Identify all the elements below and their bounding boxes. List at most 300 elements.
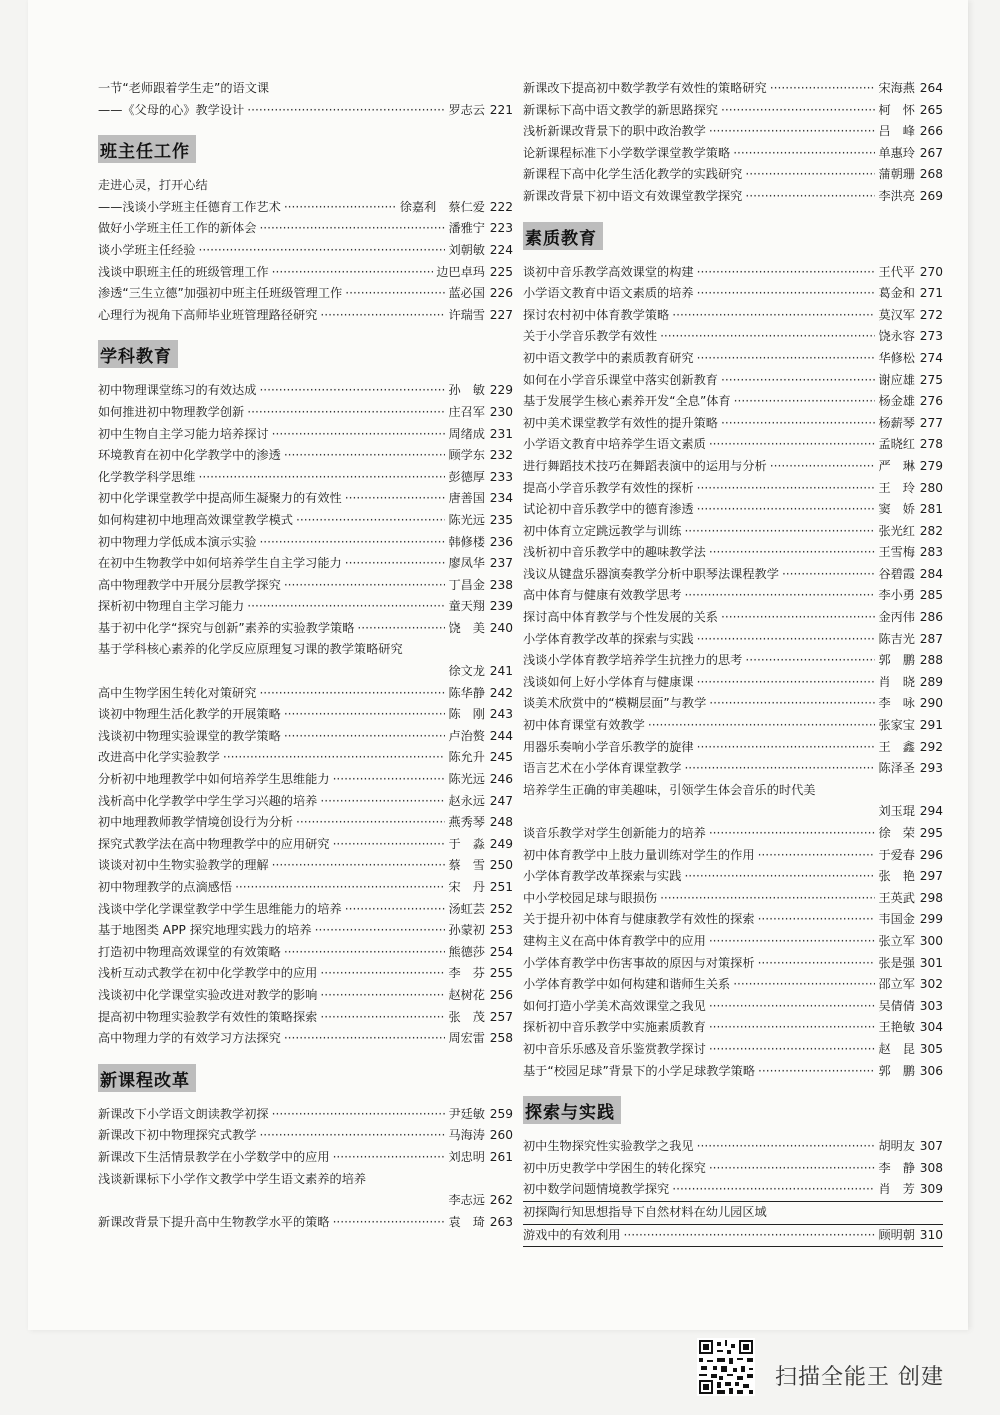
entry-page-number: 249: [489, 836, 513, 851]
entry-line: [523, 650, 943, 672]
dot-leader: [745, 186, 875, 208]
toc-entry: [98, 575, 513, 597]
entry-page-number: 293: [919, 761, 943, 776]
entry-title: 初中物理教学的点滴感悟: [98, 880, 233, 894]
entry-line: [98, 812, 513, 834]
entry-line: [523, 78, 943, 100]
entry-title: 新课改下提高初中数学教学有效性的策略研究: [523, 81, 767, 95]
entry-page-number: 248: [489, 815, 513, 830]
entry-line: [98, 445, 513, 467]
toc-entry: [98, 704, 513, 726]
entry-title: 初中语文教学中的素质教育研究: [523, 350, 694, 365]
entry-page-number: 283: [919, 545, 943, 560]
entry-line: [98, 262, 513, 284]
entry-page-number: 273: [919, 329, 943, 344]
entry-title: 探究式教学法在高中物理教学中的应用研究: [98, 836, 330, 851]
entry-line: [523, 305, 943, 327]
entry-page-number: 270: [919, 264, 943, 279]
entry-line: [98, 100, 513, 122]
entry-line: [98, 726, 513, 748]
entry-line: [98, 963, 513, 985]
entry-page-number: 302: [919, 977, 943, 992]
entry-title: 谈音乐教学对学生创新能力的培养: [523, 826, 706, 840]
entry-line: [523, 542, 943, 564]
dot-leader: [320, 791, 445, 813]
toc-entry: [523, 564, 943, 586]
entry-author: 张家宝: [878, 718, 915, 733]
entry-line: [98, 899, 513, 921]
dot-leader: [247, 596, 445, 618]
entry-page-number: 237: [489, 556, 513, 571]
dot-leader: [345, 553, 446, 575]
dot-leader: [733, 143, 875, 165]
toc-entry: [98, 834, 513, 856]
toc-entry: [523, 650, 943, 672]
entry-page-number: 307: [919, 1139, 943, 1154]
toc-entry: [523, 164, 943, 186]
entry-page-number: 238: [489, 577, 513, 592]
entry-title: 进行舞蹈技术技巧在舞蹈表演中的运用与分析: [523, 458, 767, 473]
entry-line: [523, 758, 943, 780]
entry-page-number: 309: [919, 1182, 943, 1197]
entry-page-number: 243: [489, 707, 513, 722]
entry-page-number: 229: [489, 383, 513, 398]
entry-author: 孙 敏: [448, 383, 485, 398]
dot-leader: [199, 467, 446, 489]
entry-line: [98, 380, 513, 402]
entry-title-line: 初探陶行知思想指导下自然材料在幼儿园区域: [523, 1201, 943, 1225]
entry-author: 单惠玲: [878, 145, 915, 160]
dot-leader: [697, 499, 876, 521]
toc-entry: [98, 240, 513, 262]
toc-entry: [523, 629, 943, 651]
entry-line: [523, 121, 943, 143]
entry-author: 杨薪琴: [878, 415, 915, 430]
entry-page-number: 278: [919, 437, 943, 452]
entry-title: 打造初中物理高效课堂的有效策略: [98, 944, 281, 959]
toc-entry: [98, 1147, 513, 1169]
entry-line: [523, 143, 943, 165]
dot-leader: [684, 585, 875, 607]
entry-title: 谈初中音乐教学高效课堂的构建: [523, 264, 694, 279]
entry-author: 边巴卓玛: [436, 264, 485, 279]
entry-line: [98, 424, 513, 446]
entry-title: 关于提升初中体育与健康教学有效性的探索: [523, 912, 755, 927]
dot-leader: [733, 974, 875, 996]
entry-page-number: 239: [489, 599, 513, 614]
entry-author: 吴倩倩: [878, 998, 915, 1013]
entry-author: 陈 刚: [448, 707, 485, 722]
entry-title: 如何打造小学美术高效课堂之我见: [523, 998, 706, 1013]
entry-page-number: 299: [919, 912, 943, 927]
entry-title: 浅谈初中物理实验课堂的教学策略: [98, 728, 281, 743]
entry-author: 周绪成: [448, 426, 485, 441]
entry-author: 徐文龙: [448, 664, 485, 679]
entry-title-line: 一节“老师跟着学生走”的语文课: [98, 81, 270, 95]
toc-entry: [98, 467, 513, 489]
entry-page-number: 244: [489, 728, 513, 743]
entry-page-number: 233: [489, 469, 513, 484]
entry-title: 在初中生物教学中如何培养学生自主学习能力: [98, 556, 342, 571]
toc-entry: [523, 888, 943, 910]
entry-page-number: 268: [919, 167, 943, 182]
entry-page-number: 242: [489, 685, 513, 700]
dot-leader: [345, 283, 445, 305]
entry-page-number: 301: [919, 955, 943, 970]
entry-line: [98, 1147, 513, 1169]
entry-page-number: 275: [919, 372, 943, 387]
entry-line: [523, 931, 943, 953]
dot-leader: [320, 305, 445, 327]
entry-title: 浅谈中学化学课堂教学中学生思维能力的培养: [98, 901, 342, 916]
toc-entry: [98, 791, 513, 813]
toc-entry: [98, 1007, 513, 1029]
entry-line: [523, 737, 943, 759]
entry-title: 新课改下初中物理探究式教学: [98, 1128, 257, 1143]
dot-leader: [296, 812, 445, 834]
entry-author: 于爱春: [878, 847, 915, 862]
entry-author: 柯 怀: [878, 102, 915, 117]
entry-title: 环境教育在初中化学教学中的渗透: [98, 448, 281, 463]
section-heading-subject-education: 学科教育: [98, 340, 178, 368]
entry-page-number: 295: [919, 826, 943, 840]
toc-entry: [523, 866, 943, 888]
entry-author: 张光红: [878, 523, 915, 538]
entry-title: 提高初中物理实验教学有效性的策略探索: [98, 1009, 318, 1024]
entry-page-number: 250: [489, 858, 513, 873]
entry-author: 窦 娇: [878, 502, 915, 517]
toc-entry: [523, 953, 943, 975]
entry-line: [523, 672, 943, 694]
entry-title: 新课改背景下提升高中生物教学水平的策略: [98, 1214, 330, 1229]
entry-author: 顾明朝: [878, 1227, 915, 1242]
toc-entry: [523, 283, 943, 305]
toc-entry: [523, 262, 943, 284]
entry-title: 初中美术课堂教学有效性的提升策略: [523, 415, 718, 430]
entry-page-number: 286: [919, 610, 943, 625]
entry-line: [98, 553, 513, 575]
entry-line: [98, 218, 513, 240]
entry-author: 王代平: [878, 264, 915, 279]
entry-page-number: 264: [919, 81, 943, 95]
entry-title: 浅析初中音乐教学中的趣味教学法: [523, 545, 706, 560]
dot-leader: [259, 218, 445, 240]
entry-line: [523, 186, 943, 208]
entry-title: 浅谈中职班主任的班级管理工作: [98, 264, 269, 279]
dot-leader: [709, 931, 876, 953]
toc-entry: [523, 845, 943, 867]
toc-entry: [523, 1158, 943, 1180]
entry-page-number: 306: [919, 1063, 943, 1078]
toc-entry: [98, 596, 513, 618]
toc-entry: [98, 218, 513, 240]
entry-author: 宋 丹: [448, 880, 485, 894]
entry-author: 蒲朝珊: [878, 167, 915, 182]
entry-page-number: 266: [919, 124, 943, 139]
dot-leader: [709, 542, 876, 564]
toc-entry: [98, 1169, 513, 1212]
entry-page-number: 262: [489, 1193, 513, 1208]
entry-page-number: 298: [919, 890, 943, 905]
entry-author: 赵树花: [448, 987, 485, 1002]
dot-leader: [734, 391, 876, 413]
dot-leader: [333, 834, 446, 856]
toc-entry: [98, 532, 513, 554]
entry-page-number: 234: [489, 491, 513, 506]
entry-page-number: 227: [489, 307, 513, 322]
dot-leader: [320, 985, 445, 1007]
toc-entry: [98, 1212, 513, 1234]
toc-entry: [98, 553, 513, 575]
dot-leader: [247, 402, 445, 424]
dot-leader: [697, 478, 876, 500]
dot-leader: [758, 1061, 875, 1083]
entry-page-number: 303: [919, 998, 943, 1013]
entry-author: 李小勇: [878, 588, 915, 603]
dot-leader: [648, 715, 876, 737]
entry-page-number: 263: [489, 1214, 513, 1229]
entry-line: [523, 888, 943, 910]
entry-author: 李洪亮: [878, 188, 915, 203]
entry-line: [98, 467, 513, 489]
entry-line: [523, 164, 943, 186]
entry-line: [523, 1061, 943, 1083]
entry-title: 高中物理教学中开展分层教学探究: [98, 577, 281, 592]
entry-page-number: 284: [919, 566, 943, 581]
entry-title: 做好小学班主任工作的新体会: [98, 221, 257, 236]
entry-page-number: 274: [919, 350, 943, 365]
entry-line: [523, 629, 943, 651]
entry-line: [98, 240, 513, 262]
toc-entry: [98, 380, 513, 402]
toc-entry: [523, 996, 943, 1018]
entry-title: 浅谈小学体育教学培养学生抗挫力的思考: [523, 653, 743, 668]
dot-leader: [672, 305, 875, 327]
entry-page-number: 225: [489, 264, 513, 279]
entry-author: 宋海燕: [878, 81, 915, 95]
dot-leader: [320, 963, 445, 985]
dot-leader: [272, 1104, 446, 1126]
entry-title: 小学语文教育中培养学生语文素质: [523, 437, 706, 452]
toc-entry: [523, 100, 943, 122]
entry-author: 孙蒙初: [448, 923, 485, 938]
entry-author: 马海涛: [448, 1128, 485, 1143]
entry-author: 胡明友: [878, 1139, 915, 1154]
entry-line: [98, 1104, 513, 1126]
entry-title: 初中体育课堂有效教学: [523, 718, 645, 733]
dot-leader: [660, 326, 875, 348]
toc-entry: [523, 326, 943, 348]
entry-page-number: 241: [489, 664, 513, 679]
entry-author: 邵立军: [878, 977, 915, 992]
entry-title: 小学体育教学中伤害事故的原因与对策探析: [523, 955, 755, 970]
entry-author: 刘朝敏: [448, 242, 485, 257]
toc-entry: [523, 823, 943, 845]
dot-leader: [758, 909, 876, 931]
entry-title: 谈初中物理生活化教学的开展策略: [98, 707, 281, 722]
dot-leader: [247, 100, 445, 122]
toc-left-column: [98, 78, 513, 1233]
entry-title: 初中地理教师教学情境创设行为分析: [98, 815, 293, 830]
entry-title: 浅析新课改背景下的职中政治教学: [523, 124, 706, 139]
entry-author: 庄召军: [448, 404, 485, 419]
entry-title-line: 基于学科核心素养的化学反应原理复习课的教学策略研究: [98, 642, 403, 657]
entry-page-number: 308: [919, 1160, 943, 1175]
dot-leader: [745, 650, 875, 672]
toc-entry: [98, 1125, 513, 1147]
dot-leader: [259, 683, 445, 705]
faint-header: [368, 10, 518, 44]
entry-page-number: 223: [489, 221, 513, 236]
entry-line: [523, 1225, 943, 1248]
toc-entry: [98, 1104, 513, 1126]
entry-line: [523, 1158, 943, 1180]
entry-line: [98, 704, 513, 726]
toc-entry: [523, 607, 943, 629]
entry-line: [523, 1017, 943, 1039]
entry-title: 基于地图类 APP 探究地理实践力的培养: [98, 923, 312, 938]
entry-title: 新课改下小学语文朗读教学初探: [98, 1106, 269, 1121]
entry-line: [98, 488, 513, 510]
entry-author: 彭德厚: [448, 469, 485, 484]
dot-leader: [660, 888, 875, 910]
scanner-watermark: 扫描全能王 创建: [775, 1365, 944, 1390]
entry-title: 小学体育教学改革探索与实践: [523, 869, 682, 884]
dot-leader: [223, 747, 446, 769]
entry-line: [98, 1007, 513, 1029]
toc-entry: [523, 715, 943, 737]
entry-author: 韦国金: [878, 912, 915, 927]
toc-entry: [98, 769, 513, 791]
entry-page-number: 310: [919, 1227, 943, 1242]
dot-leader: [199, 240, 446, 262]
entry-line: [98, 283, 513, 305]
entry-author: 顾学东: [448, 448, 485, 463]
toc-entry: [98, 78, 513, 121]
entry-title: 基于发展学生核心素养开发“全息”体育: [523, 394, 731, 409]
entry-line: [98, 1190, 513, 1212]
entry-line: [98, 747, 513, 769]
entry-line: [98, 683, 513, 705]
entry-title: 谈美术欣赏中的“模糊层面”与教学: [523, 696, 707, 711]
dot-leader: [709, 823, 876, 845]
entry-page-number: 292: [919, 739, 943, 754]
entry-line: [98, 1212, 513, 1234]
entry-title: 如何推进初中物理教学创新: [98, 404, 245, 419]
entry-title: 分析初中地理教学中如何培养学生思维能力: [98, 772, 330, 787]
entry-title: 浅谈如何上好小学体育与健康课: [523, 674, 694, 689]
entry-author: 刘忠明: [448, 1149, 485, 1164]
entry-line: [98, 877, 513, 899]
entry-author: 于 淼: [448, 836, 485, 851]
entry-title: 初中化学课堂教学中提高师生凝聚力的有效性: [98, 491, 342, 506]
toc-entry: [523, 974, 943, 996]
entry-title: 谈谈对初中生物实验教学的理解: [98, 858, 269, 873]
entry-line: [98, 197, 513, 219]
entry-author: 赵永远: [448, 793, 485, 808]
entry-page-number: 257: [489, 1009, 513, 1024]
entry-line: [523, 1039, 943, 1061]
toc-entry: [98, 899, 513, 921]
dot-leader: [709, 434, 876, 456]
entry-title: 试论初中音乐教学中的德育渗透: [523, 502, 694, 517]
entry-line: [98, 834, 513, 856]
entry-page-number: 259: [489, 1106, 513, 1121]
entry-author: 陈允升: [448, 750, 485, 765]
entry-page-number: 267: [919, 145, 943, 160]
entry-page-number: 252: [489, 901, 513, 916]
toc-entry: [523, 585, 943, 607]
toc-entry: [98, 726, 513, 748]
entry-page-number: 282: [919, 523, 943, 538]
section-heading-exploration-practice: 探索与实践: [523, 1096, 621, 1124]
entry-page-number: 296: [919, 847, 943, 862]
entry-title: 改进高中化学实验教学: [98, 750, 220, 765]
entry-title: 如何在小学音乐课堂中落实创新教育: [523, 372, 718, 387]
entry-author: 张立军: [878, 933, 915, 948]
dot-leader: [284, 942, 446, 964]
dot-leader: [709, 1017, 876, 1039]
entry-page-number: 288: [919, 653, 943, 668]
toc-entry: [98, 1028, 513, 1050]
toc-entry: [523, 1061, 943, 1083]
entry-author: 郭 鹏: [878, 653, 915, 668]
dot-leader: [272, 262, 434, 284]
entry-page-number: 287: [919, 631, 943, 646]
dot-leader: [333, 1212, 446, 1234]
toc-entry: [523, 413, 943, 435]
entry-author: 陈华静: [448, 685, 485, 700]
entry-author: 唐善国: [448, 491, 485, 506]
toc-entry: [98, 747, 513, 769]
entry-line: [523, 434, 943, 456]
entry-line: [523, 585, 943, 607]
dot-leader: [709, 996, 876, 1018]
entry-line: [523, 693, 943, 715]
toc-entry: [98, 402, 513, 424]
entry-page-number: 253: [489, 923, 513, 938]
section-heading-curriculum-reform: 新课程改革: [98, 1064, 196, 1092]
dot-leader: [284, 1028, 446, 1050]
dot-leader: [745, 164, 875, 186]
entry-author: 周宏雷: [448, 1031, 485, 1046]
entry-author: 李志远: [448, 1193, 485, 1208]
entry-author: 赵 昆: [878, 1041, 915, 1056]
entry-title: 谈小学班主任经验: [98, 242, 196, 257]
entry-line: [523, 953, 943, 975]
entry-author: 陈光远: [448, 512, 485, 527]
entry-title: 基于“校园足球”背景下的小学足球教学策略: [523, 1063, 756, 1078]
entry-author: 徐嘉利 蔡仁爱: [399, 199, 485, 214]
toc-entry: [523, 1201, 943, 1247]
entry-page-number: 254: [489, 944, 513, 959]
entry-title: 小学体育教学改革的探索与实践: [523, 631, 694, 646]
entry-line: [523, 521, 943, 543]
dot-leader: [684, 758, 875, 780]
dot-leader: [758, 845, 876, 867]
dot-leader: [272, 855, 446, 877]
entry-page-number: 272: [919, 307, 943, 322]
dot-leader: [345, 899, 446, 921]
entry-line: [98, 575, 513, 597]
entry-page-number: 256: [489, 987, 513, 1002]
entry-author: 金丙伟: [878, 610, 915, 625]
entry-line: [523, 478, 943, 500]
section-heading-wrap: [523, 1082, 943, 1136]
entry-author: 韩修楼: [448, 534, 485, 549]
entry-title: 初中音乐乐感及音乐鉴赏教学探讨: [523, 1041, 706, 1056]
dot-leader: [721, 413, 875, 435]
